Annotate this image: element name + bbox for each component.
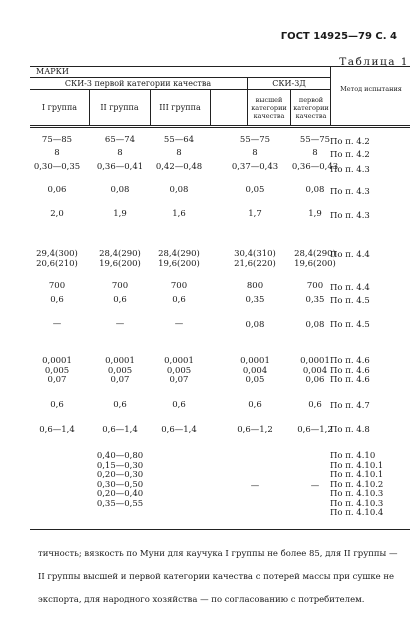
table-cell: 1,9: [308, 209, 322, 219]
method-header: Метод испытания: [340, 85, 402, 93]
table-cell: 1,6: [172, 209, 186, 219]
table-cell: 1,7: [248, 209, 262, 219]
table-cell: 0,6: [308, 400, 322, 410]
table-cell: 28,4(290) 19,6(200): [99, 249, 141, 269]
table-cell: 28,4(290) 19,6(200): [294, 249, 336, 269]
group-header-ski3d: СКИ-3Д: [272, 79, 306, 88]
table-cell: 0,37—0,43: [231, 162, 279, 172]
page-header: ГОСТ 14925—79 С. 4: [280, 31, 397, 42]
table-cell: 0,0001 0,005 0,07: [164, 356, 194, 385]
table-cell: 0,6: [172, 295, 186, 305]
method-cell: По п. 4.6 По п. 4.6 По п. 4.6: [330, 356, 370, 385]
table-cell: 0,35: [305, 295, 325, 305]
table-cell: 8: [54, 148, 60, 158]
table-cell: 8: [117, 148, 123, 158]
table-cell: 800: [246, 281, 264, 291]
table-cell: 0,6: [172, 400, 186, 410]
table-cell: 0,6: [248, 400, 262, 410]
method-cell: По п. 4.2: [330, 137, 370, 147]
table-cell: —: [115, 319, 125, 329]
method-cell: По п. 4.5: [330, 320, 370, 330]
table-cell: —: [310, 481, 320, 491]
table-cell: 0,6: [113, 295, 127, 305]
table-cell: 30,4(310) 21,6(220): [234, 249, 276, 269]
table-cell: 0,08: [110, 185, 130, 195]
table-cell: 700: [170, 281, 188, 291]
method-cell: По п. 4.4: [330, 250, 370, 260]
table-cell: —: [174, 319, 184, 329]
table-cell: 0,6: [113, 400, 127, 410]
col-header-1: I группа: [41, 103, 78, 112]
table-cell: 0,6—1,4: [102, 425, 138, 435]
method-cell: По п. 4.3: [330, 165, 370, 175]
footer-line: тичность; вязкость по Муни для каучука I группы не более 85, для II группы —: [38, 549, 398, 559]
col-header-5: первой категории качества: [293, 96, 329, 120]
method-cell: По п. 4.5: [330, 296, 370, 306]
table-cell: 55—75: [239, 135, 271, 145]
method-cell: По п. 4.8: [330, 425, 370, 435]
table-cell: 0,08: [305, 185, 325, 195]
table-cell: 0,36—0,41: [96, 162, 144, 172]
group-header-ski3: СКИ-3 первой категории качества: [64, 79, 212, 88]
table-cell: 700: [48, 281, 66, 291]
table-cell: 28,4(290) 19,6(200): [158, 249, 200, 269]
table-cell: 8: [176, 148, 182, 158]
table-cell: 75—85: [41, 135, 73, 145]
table-cell: 55—75: [299, 135, 331, 145]
col-header-3: III группа: [159, 103, 201, 112]
table-cell: 0,0001 0,005 0,07: [105, 356, 135, 385]
table-cell: 0,6: [50, 400, 64, 410]
table-cell: 0,6—1,2: [237, 425, 273, 435]
table-cell: 0,6—1,4: [39, 425, 75, 435]
table-caption: Таблица 1: [339, 56, 409, 68]
table-cell: 0,35: [245, 295, 265, 305]
table-cell: 0,6—1,4: [161, 425, 197, 435]
method-cell: По п. 4.7: [330, 401, 370, 411]
table-cell: 0,08: [305, 320, 325, 330]
table-cell: 0,30—0,35: [33, 162, 81, 172]
table-cell: 8: [252, 148, 258, 158]
table-cell: 0,6—1,2: [297, 425, 333, 435]
method-cell: По п. 4.4: [330, 283, 370, 293]
footer-line: II группы высшей и первой категории качества с потерей массы при сушке не: [38, 572, 395, 582]
table-cell: 8: [312, 148, 318, 158]
table-cell: 0,0001 0,004 0,05: [240, 356, 270, 385]
table-cell: 0,0001 0,005 0,07: [42, 356, 72, 385]
table-cell: 0,6: [50, 295, 64, 305]
col-header-2: II группа: [100, 103, 139, 112]
table-cell: 55—64: [163, 135, 195, 145]
table-cell: 65—74: [104, 135, 136, 145]
table-cell: 0,06: [47, 185, 67, 195]
table-cell: 0,0001 0,004 0,06: [300, 356, 330, 385]
table-cell: 1,9: [113, 209, 127, 219]
method-cell: По п. 4.10 По п. 4.10.1 По п. 4.10.1 По п. 4.10.2 По п. 4.10.3 По п. 4.10.3 По п. 4.10.4: [330, 451, 384, 518]
table-cell: 700: [111, 281, 129, 291]
table-cell: 0,08: [245, 320, 265, 330]
method-cell: По п. 4.3: [330, 187, 370, 197]
table-cell: 0,42—0,48: [155, 162, 203, 172]
table-cell: 0,40—0,80 0,15—0,30 0,20—0,30 0,30—0,50 0,20—0,40 0,35—0,55: [96, 451, 144, 509]
table-cell: 0,08: [169, 185, 189, 195]
table-cell: 29,4(300) 20,6(210): [36, 249, 78, 269]
col-header-4: высшей категории качества: [251, 96, 287, 120]
footer-line: экспорта, для народного хозяйства — по согласованию с потребителем.: [38, 595, 365, 605]
table-cell: —: [250, 481, 260, 491]
table-cell: 0,05: [245, 185, 265, 195]
method-cell: По п. 4.2: [330, 150, 370, 160]
method-cell: По п. 4.3: [330, 211, 370, 221]
table-cell: 2,0: [50, 209, 64, 219]
table-cell: 0,36—0,43: [291, 162, 339, 172]
table-cell: —: [52, 319, 62, 329]
marks-header: МАРКИ: [36, 67, 69, 76]
table-cell: 700: [306, 281, 324, 291]
